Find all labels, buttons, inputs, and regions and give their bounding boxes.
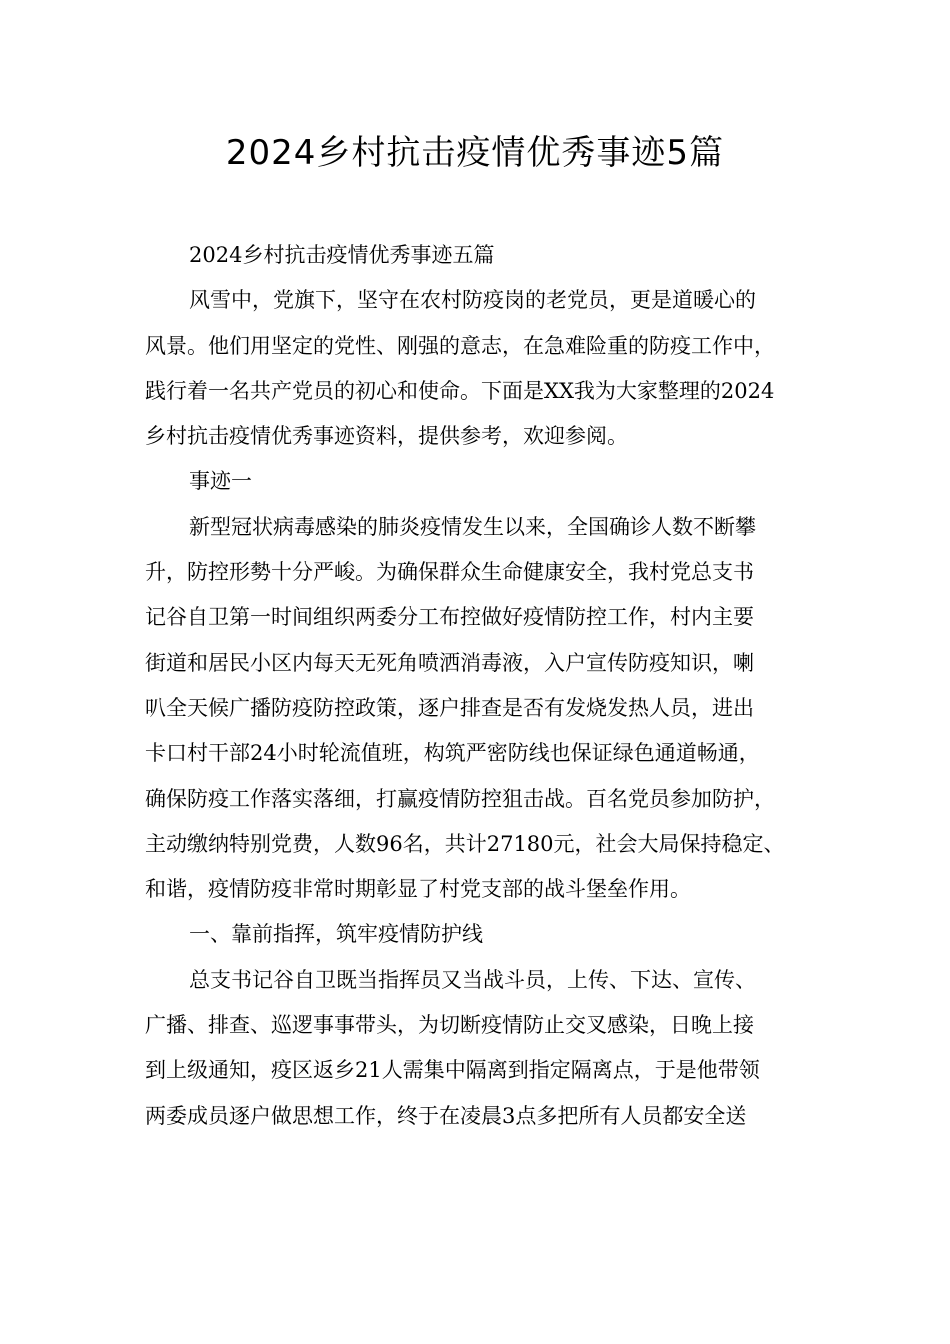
- paragraph-line: 街道和居民小区内每天无死角喷洒消毒液，入户宣传防疫知识，喇: [145, 650, 754, 675]
- paragraph-line: 践行着一名共产党员的初心和使命。下面是XX我为大家整理的2024: [145, 378, 775, 403]
- paragraph-line: 风雪中，党旗下，坚守在农村防疫岗的老党员，更是道暖心的: [189, 288, 756, 313]
- paragraph-line: 一、靠前指挥，筑牢疫情防护线: [189, 922, 483, 947]
- paragraph-line: 事迹一: [189, 469, 252, 494]
- paragraph-line: 到上级通知，疫区返乡21人需集中隔离到指定隔离点，于是他带领: [145, 1058, 760, 1083]
- paragraph-line: 两委成员逐户做思想工作，终于在凌晨3点多把所有人员都安全送: [145, 1103, 747, 1128]
- paragraph-line: 叭全天候广播防疫防控政策，逐户排查是否有发烧发热人员，进出: [145, 695, 754, 720]
- paragraph-line: 卡口村干部24小时轮流值班，构筑严密防线也保证绿色通道畅通，: [145, 741, 760, 766]
- paragraph-line: 新型冠状病毒感染的肺炎疫情发生以来，全国确诊人数不断攀: [189, 514, 756, 539]
- paragraph-line: 2024乡村抗击疫情优秀事迹五篇: [189, 243, 495, 267]
- paragraph-line: 广播、排查、巡逻事事带头，为切断疫情防止交叉感染，日晚上接: [145, 1013, 754, 1038]
- paragraph-line: 乡村抗击疫情优秀事迹资料，提供参考，欢迎参阅。: [145, 424, 628, 449]
- document-title: 2024乡村抗击疫情优秀事迹5篇: [225, 133, 725, 173]
- paragraph-line: 风景。他们用坚定的党性、刚强的意志，在急难险重的防疫工作中，: [145, 333, 775, 358]
- paragraph-line: 记谷自卫第一时间组织两委分工布控做好疫情防控工作，村内主要: [145, 605, 754, 630]
- paragraph-line: 和谐，疫情防疫非常时期彰显了村党支部的战斗堡垒作用。: [145, 877, 691, 902]
- paragraph-line: 确保防疫工作落实落细，打赢疫情防控狙击战。百名党员参加防护，: [145, 786, 775, 811]
- paragraph-line: 总支书记谷自卫既当指挥员又当战斗员，上传、下达、宣传、: [189, 967, 756, 992]
- document-body: [145, 233, 825, 1139]
- paragraph-line: 主动缴纳特别党费，人数96名，共计27180元，社会大局保持稳定、: [145, 831, 785, 856]
- paragraph-line: 升，防控形勢十分严峻。为确保群众生命健康安全，我村党总支书: [145, 560, 754, 585]
